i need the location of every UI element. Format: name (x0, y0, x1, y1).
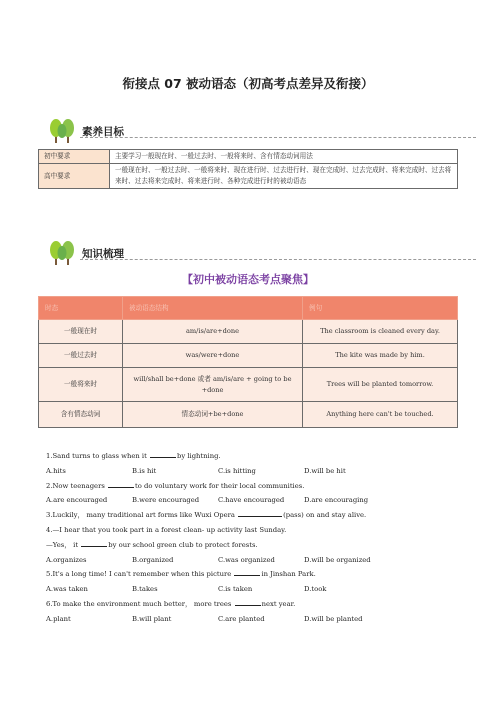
option: B.were encouraged (132, 496, 200, 505)
option: C.are planted (218, 614, 265, 623)
goal-value: 一般现在时、一般过去时、一般将来时、现在进行时、过去进行时、现在完成时、过去完成时、将来完成时、过去将来时、过去将来完成时、将来进行时、各种完成进行时的被动语态 (110, 164, 458, 189)
option: C.was organized (218, 555, 275, 564)
question-stem: 4.—I hear that you took part in a forest clean- up activity last Sunday. (46, 525, 287, 534)
question-options (46, 612, 466, 627)
option: A.organizes (46, 555, 87, 564)
option: C.have encouraged (218, 496, 285, 505)
option: B.will plant (132, 614, 172, 623)
question-stem: 1.Sand turns to glass when it by lightning. (46, 452, 221, 460)
tree-icon (46, 118, 80, 144)
section-header-goals (46, 118, 476, 144)
column-header: 时态 (39, 297, 123, 320)
section-label-goals: 素养目标 (82, 126, 124, 138)
answer-blank (81, 539, 107, 547)
column-header: 例句 (303, 297, 458, 320)
tense-cell: 一般过去时 (39, 344, 123, 368)
option: B.takes (132, 585, 158, 594)
answer-blank (235, 598, 261, 606)
option: D.will be hit (304, 466, 346, 475)
example-cell: Anything here can't be touched. (303, 402, 458, 428)
question-stem: 6.To make the environment much better， more trees next year. (46, 599, 296, 608)
section-divider (80, 259, 476, 260)
table-row (39, 320, 458, 344)
goal-value: 主要学习一般现在时、一般过去时、一般将来时、含有情态动词用法 (110, 150, 458, 164)
table-row (39, 164, 458, 189)
goal-table (38, 149, 458, 189)
structure-cell: will/shall be+done 或者 am/is/are + going to be +done (123, 368, 303, 402)
question-stem: 3.Luckily， many traditional art forms like Wuxi Opera (pass) on and stay alive. (46, 511, 367, 520)
table-header-row (39, 297, 458, 320)
question-options (46, 493, 466, 508)
focus-title: 【初中被动语态考点聚焦】 (182, 273, 314, 286)
answer-blank (234, 568, 260, 576)
example-cell: The kite was made by him. (303, 344, 458, 368)
table-row (39, 368, 458, 402)
table-row (39, 344, 458, 368)
answer-blank (238, 509, 282, 517)
exercise-list (46, 449, 466, 627)
column-header: 被动语态结构 (123, 297, 303, 320)
option: A.was taken (46, 585, 88, 594)
option: A.are encouraged (46, 496, 108, 505)
structure-cell: am/is/are+done (123, 320, 303, 344)
option: A.hits (46, 466, 66, 475)
question-stem: 5.It's a long time! I can't remember when this picture in Jinshan Park. (46, 570, 316, 579)
question-options (46, 553, 466, 568)
section-header-knowledge (46, 240, 476, 266)
tree-icon (46, 240, 80, 266)
option: D.will be planted (304, 614, 363, 623)
document-title: 衔接点 07 被动语态（初高考点差异及衔接） (122, 76, 374, 91)
section-divider (80, 137, 476, 138)
option: A.plant (46, 614, 71, 623)
section-label-knowledge: 知识梳理 (82, 248, 124, 260)
option: D.will be organized (304, 555, 371, 564)
answer-blank (150, 450, 176, 458)
example-cell: The classroom is cleaned every day. (303, 320, 458, 344)
table-row (39, 402, 458, 428)
option: C.is hitting (218, 466, 256, 475)
option: C.is taken (218, 585, 253, 594)
tense-cell: 含有情态动词 (39, 402, 123, 428)
structure-cell: was/were+done (123, 344, 303, 368)
tense-cell: 一般现在时 (39, 320, 123, 344)
question-stem: 2.Now teenagers to do voluntary work for their local communities. (46, 481, 305, 490)
answer-blank (108, 480, 134, 488)
option: B.is hit (132, 466, 157, 475)
option: D.took (304, 585, 327, 594)
question-options (46, 464, 466, 479)
example-cell: Trees will be planted tomorrow. (303, 368, 458, 402)
question-stem: —Yes， it by our school green club to protect forests. (46, 540, 258, 549)
tense-cell: 一般将来时 (39, 368, 123, 402)
knowledge-table (38, 296, 458, 428)
option: D.are encouraging (304, 496, 369, 505)
question-options (46, 582, 466, 597)
goal-key: 高中要求 (39, 164, 110, 189)
structure-cell: 情态动词+be+done (123, 402, 303, 428)
goal-key: 初中要求 (39, 150, 110, 164)
option: B.organized (132, 555, 174, 564)
table-row (39, 150, 458, 164)
